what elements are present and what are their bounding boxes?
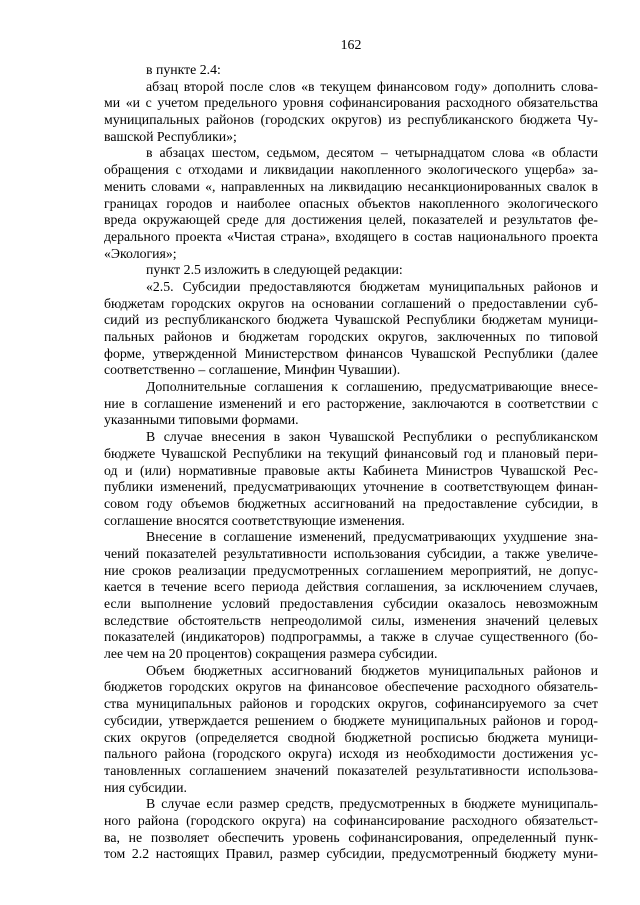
- text-line: пального района (городского округа) исходя из необходимости достижения ус-: [104, 746, 598, 762]
- text-line: ния субсидии.: [104, 779, 187, 795]
- text-line: муниципальных районов (городских округов) из республиканского бюджета Чу-: [104, 112, 598, 128]
- text-line: Внесение в соглашение изменений, предусматривающих ухудшение зна-: [146, 529, 598, 545]
- text-line: ного района (городского округа) на софинансирование расходного обязательст-: [104, 812, 598, 828]
- text-line: «Экология»;: [104, 245, 177, 261]
- paragraph-1: [104, 62, 598, 79]
- text-line: указанными типовыми формами.: [104, 412, 299, 428]
- text-line: Объем бюджетных ассигнований бюджетов муниципальных районов и: [146, 662, 598, 678]
- text-line: ства муниципальных районов и городских округов, софинансируемого за счет: [104, 696, 598, 712]
- text-line: ние сроков реализации предусмотренных соглашением мероприятий, не допус-: [104, 562, 598, 578]
- text-line: вреда окружающей среде для достижения целей, показателей и результатов фе-: [104, 212, 598, 228]
- text-line: вашской Республики»;: [104, 128, 237, 144]
- text-line: бюджете Чувашской Республики на текущий финансовый год и плановый пери-: [104, 445, 598, 461]
- text-line: ских округов (определяется сводной бюджетной росписью бюджета муници-: [104, 729, 598, 745]
- text-line: соответственно – соглашение, Минфин Чувашии).: [104, 362, 401, 378]
- document-body: [104, 62, 598, 863]
- text-line: субсидии, утверждается решением о бюджете муниципальных районов и город-: [104, 712, 598, 728]
- page-number: 162: [340, 37, 362, 52]
- text-line: тановленных соглашением значений показателей результативности использова-: [104, 762, 598, 778]
- paragraph-6: [104, 379, 598, 429]
- text-line: том 2.2 настоящих Правил, размер субсидии, предусмотренный бюджету муни-: [104, 846, 598, 862]
- text-line: форме, утвержденной Министерством финансов Чувашской Республики (далее: [104, 345, 598, 361]
- text-line: вследствие обстоятельств непреодолимой силы, изменения значений целевых: [104, 612, 598, 628]
- paragraph-9: [104, 663, 598, 797]
- paragraph-8: [104, 529, 598, 663]
- text-line: обращения с отходами и ликвидации накопленного экологического ущерба» за-: [104, 162, 598, 178]
- text-line: пункт 2.5 изложить в следующей редакции:: [146, 262, 403, 278]
- text-line: бюджетам городских округов на основании соглашений о предоставлении суб-: [104, 295, 598, 311]
- paragraph-4: [104, 262, 598, 279]
- paragraph-3: [104, 145, 598, 262]
- text-line: «2.5. Субсидии предоставляются бюджетам муниципальных районов и: [146, 278, 598, 294]
- text-line: совом году объемов бюджетных ассигнований на предоставление субсидии, в: [104, 495, 598, 511]
- paragraph-10: [104, 796, 598, 863]
- text-line: дерального проекта «Чистая страна», входящего в состав национального проекта: [104, 228, 598, 244]
- text-line: ми «и с учетом предельного уровня софинансирования расходного обязательства: [104, 95, 598, 111]
- paragraph-7: [104, 429, 598, 529]
- text-line: в пункте 2.4:: [146, 62, 221, 77]
- text-line: кается в течение всего периода действия соглашения, за исключением случаев,: [104, 579, 598, 595]
- text-line: публики изменений, предусматривающих уточнение в соответствующем финан-: [104, 479, 598, 495]
- paragraph-2: [104, 79, 598, 146]
- text-line: чений показателей результативности использования субсидии, а также увеличе-: [104, 545, 598, 561]
- text-line: сидий из республиканского бюджета Чувашской Республики бюджетам муници-: [104, 312, 598, 328]
- text-line: В случае внесения в закон Чувашской Республики о республиканском: [146, 429, 598, 445]
- text-line: лее чем на 20 процентов) сокращения размера субсидии.: [104, 646, 438, 662]
- text-line: абзац второй после слов «в текущем финансовом году» дополнить слова-: [146, 78, 598, 94]
- text-line: пальных районов и бюджетам городских округов, заключенных по типовой: [104, 329, 598, 344]
- text-line: показателей (индикаторов) подпрограммы, а также в случае существенного (бо-: [104, 629, 598, 645]
- text-line: если выполнение условий предоставления субсидии оказалось невозможным: [104, 596, 598, 611]
- text-line: соглашение вносятся соответствующие изменения.: [104, 512, 405, 528]
- paragraph-5: [104, 279, 598, 379]
- text-line: В случае если размер средств, предусмотренных в бюджете муниципаль-: [146, 796, 598, 812]
- text-line: ва, не позволяет обеспечить уровень софинансирования, определенный пунк-: [104, 829, 598, 845]
- text-line: од и (или) нормативные правовые акты Кабинета Министров Чувашской Рес-: [104, 462, 598, 478]
- text-line: менить словами «, направленных на ликвидацию несанкционированных свалок в: [104, 178, 598, 194]
- text-line: ние в соглашение изменений и его расторжение, заключаются в соответствии с: [104, 395, 598, 411]
- text-line: Дополнительные соглашения к соглашению, предусматривающие внесе-: [146, 379, 598, 395]
- text-line: бюджетов городских округов на финансовое обеспечение расходного обязатель-: [104, 679, 598, 695]
- text-line: границах городов и наиболее опасных объектов накопленного экологического: [104, 195, 598, 211]
- text-line: в абзацах шестом, седьмом, десятом – четырнадцатом слова «в области: [146, 145, 598, 161]
